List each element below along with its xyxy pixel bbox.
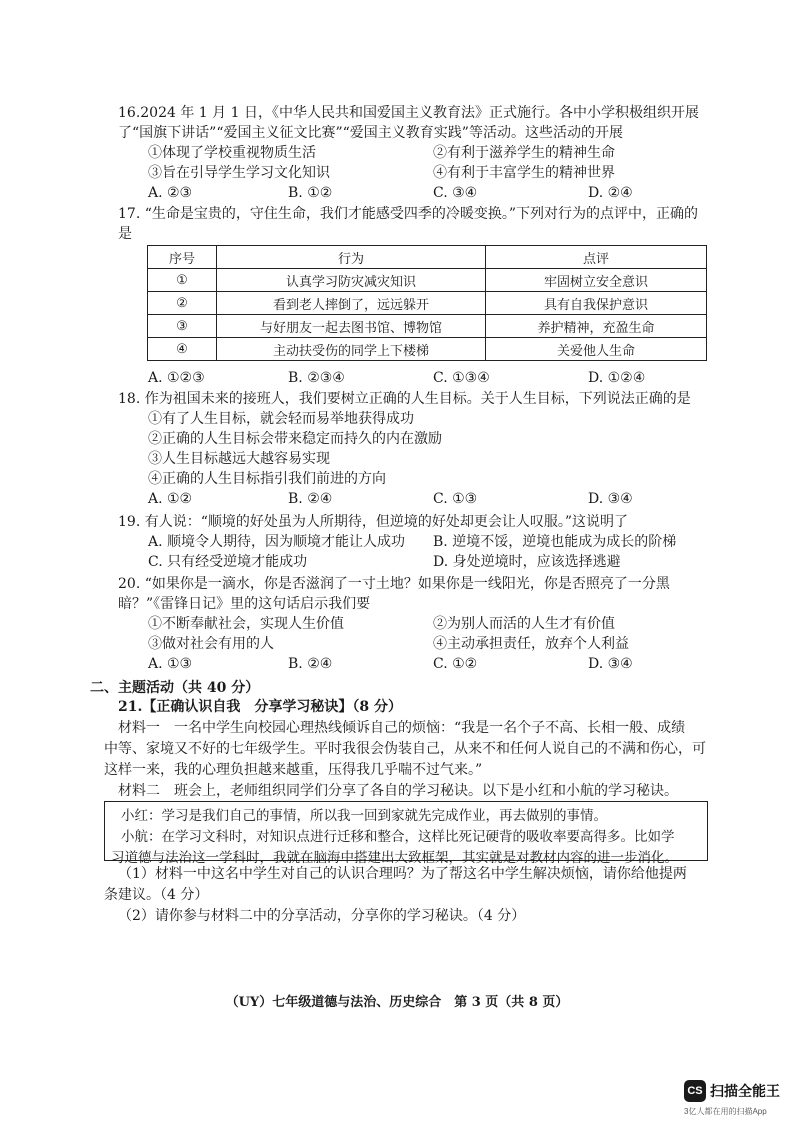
- question-stem: 20. “如果你是一滴水，你是否滋润了一寸土地？如果你是一线阳光，你是否照亮了一分黑: [118, 576, 670, 592]
- table-cell: 具有自我保护意识: [486, 292, 707, 315]
- tip-xiaohang: 小航：在学习文科时，对知识点进行迁移和整合，这样比死记硬背的吸收率要高得多。比如学: [121, 829, 675, 845]
- question-20: [118, 574, 718, 674]
- scanner-watermark: [684, 1080, 794, 1120]
- table-row: [148, 269, 707, 292]
- choice-b: B. ②④: [288, 491, 333, 507]
- subquestion-1: （1）材料一中这名中学生对自己的认识合理吗？为了帮这名中学生解决烦恼，请你给他提两: [118, 866, 687, 882]
- material-one: [104, 718, 718, 802]
- cs-logo-icon: CS: [684, 1080, 706, 1102]
- statement-option: ④有利于丰富学生的精神世界: [433, 165, 615, 181]
- tip-xiaohang: 习道德与法治这一学科时，我就在脑海中搭建出大致框架，其实就是对教材内容的进一步消化。: [111, 850, 678, 866]
- table-row: [148, 338, 707, 361]
- question-stem: 16.2024 年 1 月 1 日，《中华人民共和国爱国主义教育法》正式施行。各中小学积极组织开展: [118, 105, 699, 121]
- choice-b: B. 逆境不馁，逆境也能成为成长的阶梯: [433, 534, 677, 550]
- choice-d: D. 身处逆境时，应该选择逃避: [433, 554, 621, 570]
- question-stem: 是: [118, 226, 132, 242]
- page-footer: （UY）七年级道德与法治、历史综合 第 3 页（共 8 页）: [225, 995, 569, 1010]
- table-cell: 主动扶受伤的同学上下楼梯: [217, 338, 486, 361]
- table-cell: 关爱他人生命: [486, 338, 707, 361]
- choice-d: D. ①②④: [588, 370, 646, 386]
- table-header: 行为: [217, 246, 486, 269]
- choice-b: B. ②③④: [288, 370, 345, 386]
- table-cell: ①: [148, 269, 217, 292]
- table-cell: ②: [148, 292, 217, 315]
- statement-option: ②有利于滋养学生的精神生命: [433, 145, 615, 161]
- choice-d: D. ③④: [588, 656, 633, 672]
- statement-option: ④主动承担责任，放弃个人利益: [433, 636, 629, 652]
- table-cell: 与好朋友一起去图书馆、博物馆: [217, 315, 486, 338]
- statement-option: ②为别人而活的人生才有价值: [433, 616, 615, 632]
- statement-option: ③人生目标越远大越容易实现: [148, 451, 330, 467]
- choice-a: A. ②③: [148, 185, 193, 201]
- behavior-table: [147, 245, 707, 361]
- watermark-name: 扫描全能王: [710, 1083, 780, 1099]
- table-cell: 养护精神，充盈生命: [486, 315, 707, 338]
- table-row: [148, 292, 707, 315]
- question-title: 21.【正确认识自我 分享学习秘诀】（8 分）: [118, 699, 402, 715]
- statement-option: ①体现了学校重视物质生活: [148, 145, 316, 161]
- table-row: [148, 315, 707, 338]
- table-cell: ④: [148, 338, 217, 361]
- table-header: 序号: [148, 246, 217, 269]
- table-header: 点评: [486, 246, 707, 269]
- choice-c: C. 只有经受逆境才能成功: [148, 554, 308, 570]
- subquestion-2: （2）请你参与材料二中的分享活动，分享你的学习秘诀。（4 分）: [118, 908, 526, 924]
- choice-c: C. ①②: [433, 656, 478, 672]
- statement-option: ②正确的人生目标会带来稳定而持久的内在激励: [148, 431, 442, 447]
- choice-d: D. ②④: [588, 185, 633, 201]
- question-19: [118, 512, 718, 572]
- question-17-choices: [118, 368, 718, 388]
- choice-a: A. ①②: [148, 491, 193, 507]
- choice-b: B. ②④: [288, 656, 333, 672]
- question-17: [118, 204, 718, 244]
- choice-c: C. ①③: [433, 491, 478, 507]
- material-text: 材料一 一名中学生向校园心理热线倾诉自己的烦恼：“我是一名个子不高、长相一般、成绩: [118, 720, 686, 736]
- subquestion-1: 条建议。（4 分）: [104, 887, 209, 903]
- choice-a: A. ①②③: [148, 370, 205, 386]
- question-stem: 了“国旗下讲话”“爱国主义征文比赛”“爱国主义教育实践”等活动。这些活动的开展: [118, 125, 623, 141]
- question-stem: 19. 有人说：“顺境的好处虽为人所期待，但逆境的好处却更会让人叹服。”这说明了: [118, 514, 629, 530]
- question-stem: 18. 作为祖国未来的接班人，我们要树立正确的人生目标。关于人生目标，下列说法正确的是: [118, 391, 691, 407]
- material-text: 这样一来，我的心理负担越来越重，压得我几乎喘不过气来。”: [104, 762, 483, 778]
- question-stem: 暗？”《雷锋日记》里的这句话启示我们要: [118, 596, 371, 612]
- statement-option: ①不断奉献社会，实现人生价值: [148, 616, 344, 632]
- question-21-subquestions: [104, 864, 718, 927]
- table-cell: 认真学习防灾减灾知识: [217, 269, 486, 292]
- question-18: [118, 389, 718, 509]
- table-cell: 牢固树立安全意识: [486, 269, 707, 292]
- watermark-tagline: 3亿人都在用的扫描App: [684, 1107, 767, 1116]
- statement-option: ④正确的人生目标指引我们前进的方向: [148, 471, 386, 487]
- learning-tips-box: [104, 801, 708, 866]
- statement-option: ③旨在引导学生学习文化知识: [148, 165, 330, 181]
- material-text: 材料二 班会上，老师组织同学们分享了各自的学习秘诀。以下是小红和小航的学习秘诀。: [118, 783, 678, 799]
- choice-c: C. ③④: [433, 185, 478, 201]
- statement-option: ③做对社会有用的人: [148, 636, 274, 652]
- question-stem: 17. “生命是宝贵的，守住生命，我们才能感受四季的冷暖变换。”下列对行为的点评中，正确的: [118, 206, 699, 222]
- choice-a: A. ①③: [148, 656, 193, 672]
- tip-xiaohong: 小红：学习是我们自己的事情，所以我一回到家就先完成作业，再去做别的事情。: [121, 808, 607, 824]
- choice-d: D. ③④: [588, 491, 633, 507]
- choice-b: B. ①②: [288, 185, 333, 201]
- question-21-title: [118, 697, 732, 718]
- choice-a: A. 顺境令人期待，因为顺境才能让人成功: [148, 534, 406, 550]
- statement-option: ①有了人生目标，就会轻而易举地获得成功: [148, 411, 414, 427]
- table-cell: ③: [148, 315, 217, 338]
- section-heading: 二、主题活动（共 40 分）: [90, 680, 260, 696]
- question-16: [118, 103, 718, 203]
- choice-c: C. ①③④: [433, 370, 490, 386]
- table-cell: 看到老人摔倒了，远远躲开: [217, 292, 486, 315]
- table-header-row: [148, 246, 707, 269]
- material-text: 中等、家境又不好的七年级学生。平时我很会伪装自己，从来不和任何人说自己的不满和伤心，可: [104, 741, 706, 757]
